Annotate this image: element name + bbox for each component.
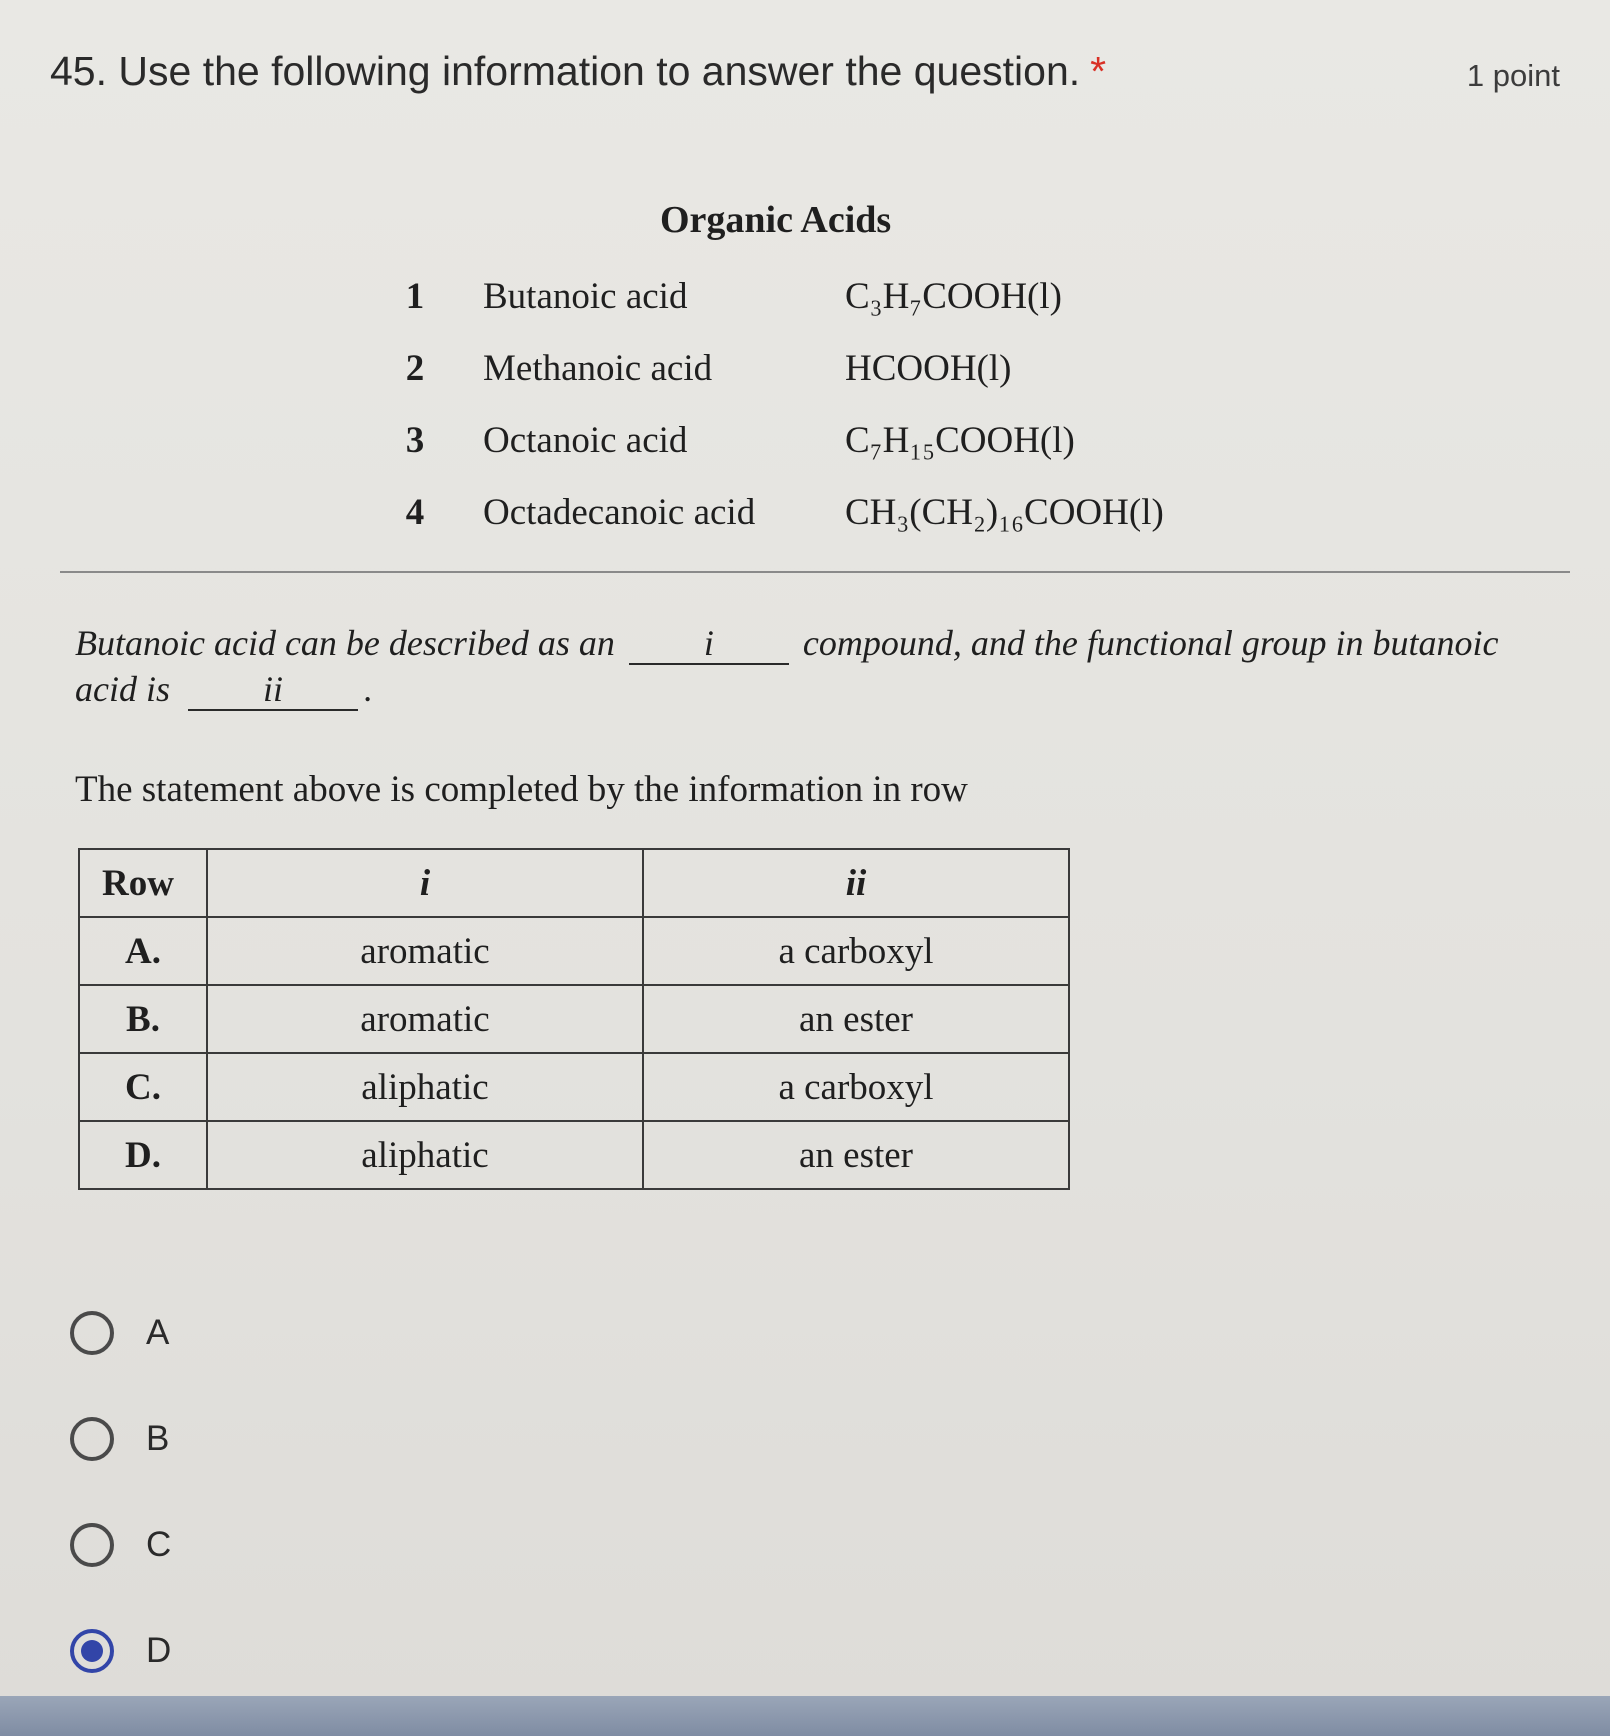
cell-ii: an ester <box>643 1121 1069 1189</box>
acid-row <box>60 491 1260 547</box>
acid-row <box>60 347 1260 403</box>
acid-number: 1 <box>405 276 425 317</box>
header-row: Row <box>79 849 207 917</box>
acid-formula: C₇H₁₅COOH(l) <box>845 420 1075 461</box>
cell-i: aromatic <box>207 917 643 985</box>
row-label: C. <box>79 1053 207 1121</box>
cell-ii: a carboxyl <box>643 917 1069 985</box>
question-title <box>50 48 1106 95</box>
question-header <box>50 48 1560 108</box>
answer-table <box>78 848 1070 1190</box>
required-marker: * <box>1090 48 1107 94</box>
option-a[interactable] <box>70 1280 470 1386</box>
row-label: B. <box>79 985 207 1053</box>
bottom-bar <box>0 1696 1610 1736</box>
acids-title: Organic Acids <box>660 199 892 241</box>
acid-formula: C₃H₇COOH(l) <box>845 276 1062 317</box>
row-label: D. <box>79 1121 207 1189</box>
table-row <box>79 1121 1069 1189</box>
cell-i: aliphatic <box>207 1053 643 1121</box>
radio-b[interactable] <box>70 1417 114 1461</box>
statement-end: . <box>364 669 373 709</box>
acid-name: Methanoic acid <box>483 348 713 389</box>
statement-part1: Butanoic acid can be described as an <box>75 623 615 663</box>
radio-c[interactable] <box>70 1523 114 1567</box>
cell-i: aliphatic <box>207 1121 643 1189</box>
completed-by-text: The statement above is completed by the information in row <box>75 769 968 810</box>
acid-row <box>60 275 1260 331</box>
option-label: B <box>146 1419 170 1458</box>
cell-ii: an ester <box>643 985 1069 1053</box>
table-row <box>79 917 1069 985</box>
blank-ii: ii <box>188 669 358 711</box>
question-title-text: 45. Use the following information to answer the question. <box>50 48 1081 94</box>
answer-table-header <box>79 849 1069 917</box>
acid-number: 4 <box>405 492 425 533</box>
option-b[interactable] <box>70 1386 470 1492</box>
cell-ii: a carboxyl <box>643 1053 1069 1121</box>
radio-d[interactable] <box>70 1629 114 1673</box>
answer-options <box>70 1280 470 1704</box>
table-row <box>79 985 1069 1053</box>
acid-formula: HCOOH(l) <box>845 348 1012 389</box>
acid-name: Octanoic acid <box>483 420 688 461</box>
question-image <box>60 180 1570 1230</box>
header-ii: ii <box>643 849 1069 917</box>
option-label: C <box>146 1525 172 1564</box>
radio-a[interactable] <box>70 1311 114 1355</box>
acid-name: Butanoic acid <box>483 276 688 317</box>
question-points: 1 point <box>1466 58 1560 93</box>
acid-row <box>60 419 1260 475</box>
statement-text <box>75 620 1555 712</box>
table-row <box>79 1053 1069 1121</box>
blank-i: i <box>629 623 789 665</box>
acid-number: 3 <box>405 420 425 461</box>
statement-part2: compound, and the functional group in butanoic acid is <box>75 623 1499 709</box>
acid-name: Octadecanoic acid <box>483 492 756 533</box>
acid-number: 2 <box>405 348 425 389</box>
divider <box>60 571 1570 573</box>
header-i: i <box>207 849 643 917</box>
option-c[interactable] <box>70 1492 470 1598</box>
row-label: A. <box>79 917 207 985</box>
option-label: D <box>146 1631 172 1670</box>
option-d[interactable] <box>70 1598 470 1704</box>
option-label: A <box>146 1313 170 1352</box>
cell-i: aromatic <box>207 985 643 1053</box>
acid-formula: CH₃(CH₂)₁₆COOH(l) <box>845 492 1164 533</box>
